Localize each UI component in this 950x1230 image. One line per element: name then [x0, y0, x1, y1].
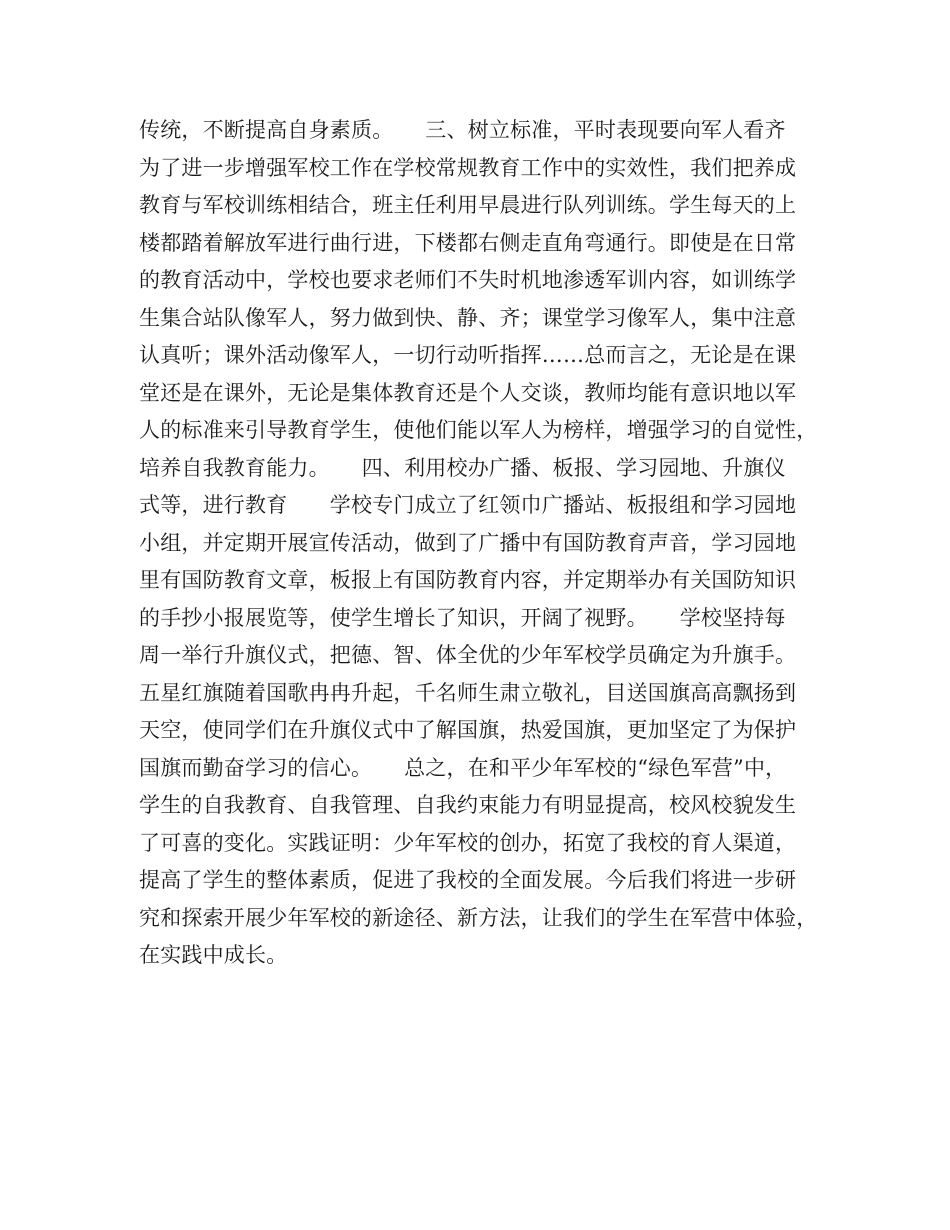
text-line: 五星红旗随着国歌冉冉升起，千名师生肃立敬礼，目送国旗高高飘扬到	[139, 680, 797, 705]
text-line: 天空，使同学们在升旗仪式中了解国旗，热爱国旗，更加坚定了为保护	[139, 718, 797, 742]
body-text	[139, 112, 839, 975]
text-line: 提高了学生的整体素质，促进了我校的全面发展。今后我们将进一步研	[139, 868, 797, 892]
text-line: 学生的自我教育、自我管理、自我约束能力有明显提高，校风校貌发生	[139, 793, 797, 817]
text-line: 楼都踏着解放军进行曲行进，下楼都右侧走直角弯通行。即使是在日常	[139, 230, 797, 255]
text-line: 小组，并定期开展宣传活动，做到了广播中有国防教育声音，学习园地	[139, 530, 797, 555]
text-line: 生集合站队像军人，努力做到快、静、齐；课堂学习像军人，集中注意	[139, 305, 797, 330]
text-line: 了可喜的变化。实践证明：少年军校的创办，拓宽了我校的育人渠道，	[139, 830, 797, 855]
text-line: 教育与军校训练相结合，班主任利用早晨进行队列训练。学生每天的上	[139, 193, 797, 217]
text-line: 认真听；课外活动像军人，一切行动听指挥……总而言之，无论是在课	[139, 343, 797, 367]
text-line: 培养自我教育能力。 四、利用校办广播、板报、学习园地、升旗仪	[139, 455, 786, 480]
text-line: 里有国防教育文章，板报上有国防教育内容，并定期举办有关国防知识	[139, 568, 797, 592]
text-line: 堂还是在课外，无论是集体教育还是个人交谈，教师均能有意识地以军	[139, 380, 797, 405]
text-line: 究和探索开展少年军校的新途径、新方法，让我们的学生在军营中体验，	[139, 905, 818, 930]
text-line: 在实践中成长。	[139, 943, 288, 967]
text-line: 式等，进行教育 学校专门成立了红领巾广播站、板报组和学习园地	[139, 493, 797, 517]
text-line: 国旗而勤奋学习的信心。 总之，在和平少年军校的“绿色军营”中，	[139, 755, 787, 780]
text-line: 人的标准来引导教育学生，使他们能以军人为榜样，增强学习的自觉性，	[139, 418, 818, 442]
text-line: 周一举行升旗仪式，把德、智、体全优的少年军校学员确定为升旗手。	[139, 643, 797, 667]
text-line: 的手抄小报展览等，使学生增长了知识，开阔了视野。 学校坚持每	[139, 605, 786, 630]
text-line: 传统，不断提高自身素质。 三、树立标准，平时表现要向军人看齐	[139, 118, 786, 142]
text-line: 为了进一步增强军校工作在学校常规教育工作中的实效性，我们把养成	[139, 155, 797, 180]
text-line: 的教育活动中，学校也要求老师们不失时机地渗透军训内容，如训练学	[139, 268, 797, 292]
